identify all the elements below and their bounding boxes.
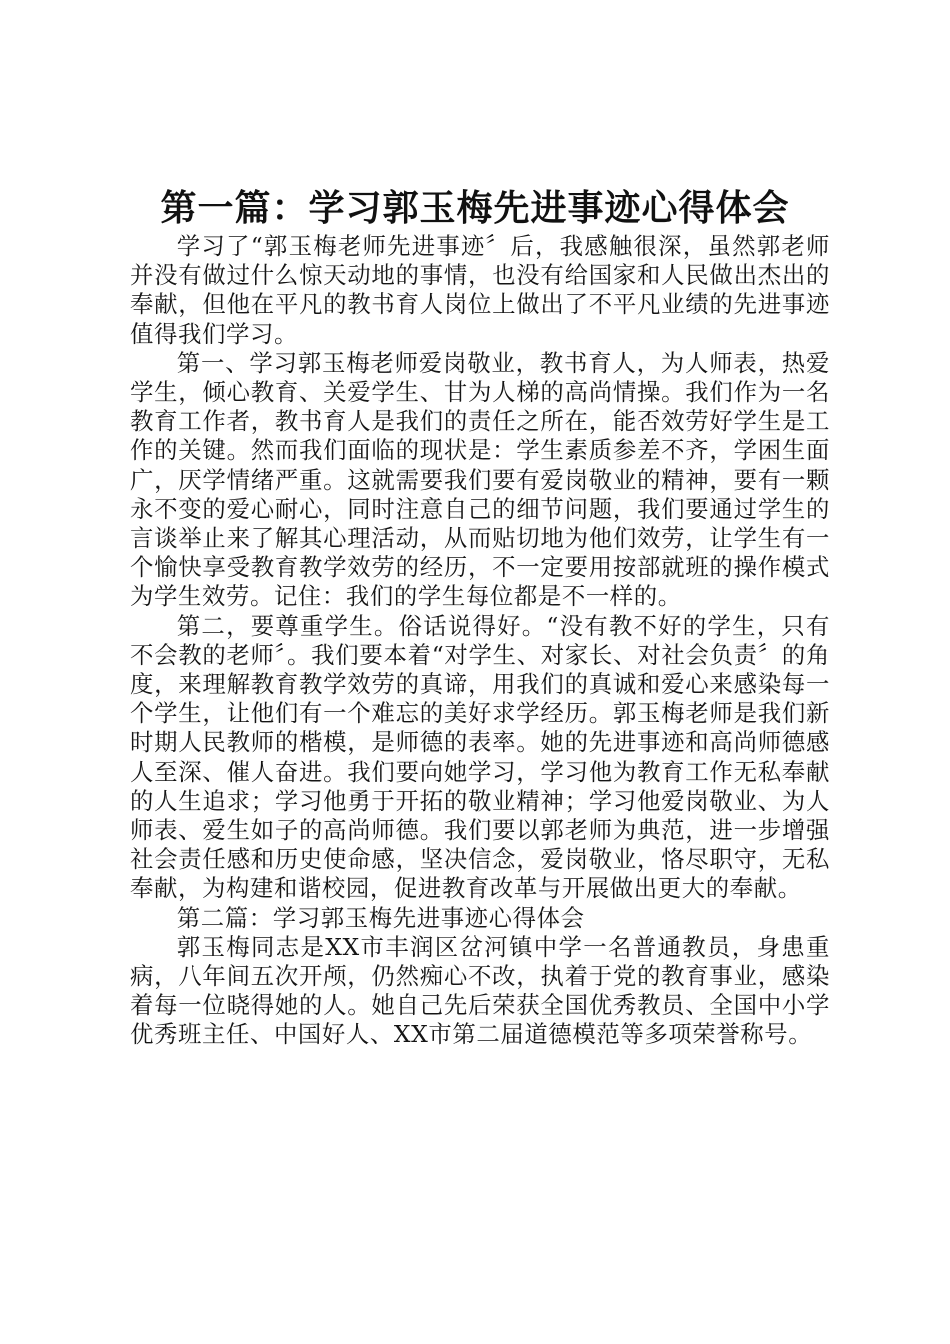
document-title: 第一篇：学习郭玉梅先进事迹心得体会 bbox=[160, 188, 790, 229]
paragraph-second-point: 第二，要尊重学生。俗话说得好。“没有教不好的学生，只有不会教的老师〞。我们要本着“对学生、对家长、对社会负责〞的角度，来理解教育教学效劳的真谛，用我们的真诚和爱心来感染每一个学生，让他们有一个难忘的美好求学经历。郭玉梅老师是我们新时期人民教师的楷模，是师德的表率。她的先进事迹和高尚师德感人至深、催人奋进。我们要向她学习，学习他为教育工作无私奉献的人生追求；学习他勇于开拓的敬业精神；学习他爱岗敬业、为人师表、爱生如子的高尚师德。我们要以郭老师为典范，进一步增强社会责任感和历史使命感，坚决信念，爱岗敬业，恪尽职守，无私奉献，为构建和谐校园，促进教育改革与开展做出更大的奉献。 bbox=[130, 611, 830, 903]
paragraph-first-point: 第一、学习郭玉梅老师爱岗敬业，教书育人，为人师表，热爱学生，倾心教育、关爱学生、甘为人梯的高尚情操。我们作为一名教育工作者，教书育人是我们的责任之所在，能否效劳好学生是工作的关键。然而我们面临的现状是：学生素质参差不齐，学困生面广，厌学情绪严重。这就需要我们要有爱岗敬业的精神，要有一颗永不变的爱心耐心，同时注意自己的细节问题，我们要通过学生的言谈举止来了解其心理活动，从而贴切地为他们效劳，让学生有一个愉快享受教育教学效劳的经历，不一定要用按部就班的操作模式为学生效劳。记住：我们的学生每位都是不一样的。 bbox=[130, 348, 830, 611]
paragraph-intro: 学习了“郭玉梅老师先进事迹〞后，我感触很深，虽然郭老师并没有做过什么惊天动地的事情，也没有给国家和人民做出杰出的奉献，但他在平凡的教书育人岗位上做出了不平凡业绩的先进事迹值得我们学习。 bbox=[130, 232, 830, 348]
paragraph-second-article-body: 郭玉梅同志是XX市丰润区岔河镇中学一名普通教员，身患重病，八年间五次开颅，仍然痴心不改，执着于党的教育事业，感染着每一位晓得她的人。她自己先后荣获全国优秀教员、全国中小学优秀班主任、中国好人、XX市第二届道德模范等多项荣誉称号。 bbox=[130, 932, 830, 1049]
document-body bbox=[130, 232, 830, 1050]
section-heading-second-article: 第二篇：学习郭玉梅先进事迹心得体会 bbox=[176, 903, 585, 932]
